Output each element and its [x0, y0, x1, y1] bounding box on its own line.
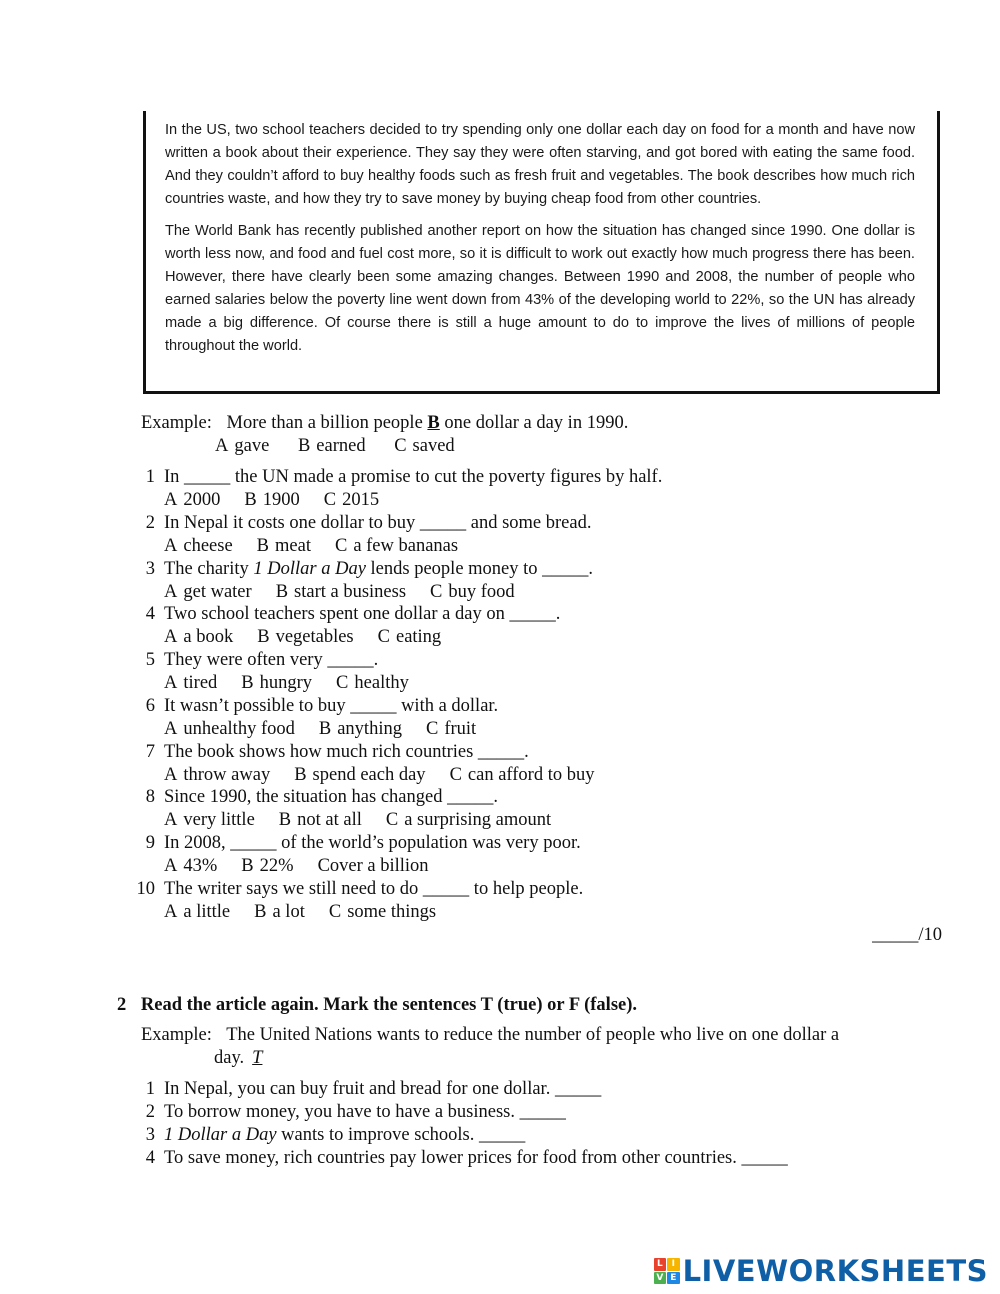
question-number: 6: [145, 695, 155, 716]
option-letter: B: [318, 718, 332, 739]
question-number: 5: [145, 650, 155, 670]
option-letter: B: [294, 764, 307, 785]
example-label: Example:: [141, 413, 212, 433]
example-text-after: one dollar a day in 1990.: [444, 413, 629, 433]
option-letter: C: [449, 764, 462, 785]
tf-answer-blank[interactable]: _____: [554, 1079, 602, 1099]
option-text: not at all: [297, 810, 362, 831]
question-number: 8: [145, 787, 155, 808]
option-text: over a billion: [329, 856, 429, 876]
option-text: healthy: [354, 673, 409, 693]
option-a[interactable]: [164, 672, 217, 695]
section2-instruction: Read the article again. Mark the sentences T (true) or F (false).: [140, 995, 638, 1015]
question-options: [164, 672, 409, 695]
liveworksheets-logo: [654, 1254, 988, 1288]
option-b[interactable]: [279, 809, 362, 832]
option-letter: C: [394, 436, 407, 456]
question-item: [120, 695, 940, 741]
option-a[interactable]: [164, 626, 233, 649]
tf-item: [120, 1078, 788, 1101]
option-letter: B: [241, 856, 254, 876]
score-field[interactable]: _____/10: [872, 925, 942, 945]
option-text: tired: [183, 673, 218, 693]
question-number: 3: [145, 558, 155, 579]
question-text-after: lends people money to _____.: [370, 558, 594, 579]
tf-answer-blank[interactable]: _____: [479, 1125, 526, 1145]
example-option-b: [298, 435, 366, 458]
option-b[interactable]: [241, 855, 293, 878]
question-text: Since 1990, the situation has changed _____.: [164, 787, 498, 808]
tf-item: [120, 1101, 788, 1124]
option-letter: B: [297, 436, 311, 456]
question-text-line: [120, 695, 498, 718]
logo-icon-tile: E: [667, 1272, 680, 1285]
option-b[interactable]: [257, 626, 353, 649]
option-c[interactable]: [450, 764, 595, 787]
option-text: can afford to buy: [467, 764, 595, 785]
option-letter: B: [256, 535, 270, 556]
question-text-line: [120, 512, 591, 535]
logo-text: LIVEWORKSHEETS: [682, 1254, 988, 1288]
question-item: [120, 558, 940, 604]
option-text: a book: [183, 627, 234, 648]
question-options: [164, 626, 441, 649]
option-b[interactable]: [276, 581, 406, 604]
tf-answer-blank[interactable]: _____: [741, 1148, 788, 1168]
option-letter: C: [385, 810, 399, 831]
option-text: 2015: [342, 490, 380, 510]
option-text: unhealthy food: [183, 718, 295, 739]
option-text: throw away: [183, 764, 271, 785]
option-b[interactable]: [319, 718, 402, 741]
option-text: some things: [347, 901, 437, 922]
logo-icon: [654, 1258, 680, 1284]
option-b[interactable]: [294, 764, 425, 787]
question-text-line: [120, 466, 662, 489]
option-letter: B: [275, 581, 289, 602]
option-c[interactable]: [426, 718, 476, 741]
option-text: saved: [412, 436, 455, 456]
question-number: 1: [145, 467, 155, 487]
option-text: anything: [337, 718, 402, 739]
option-text: a little: [183, 901, 231, 922]
option-c[interactable]: [324, 489, 379, 512]
tf-item: [120, 1147, 788, 1170]
option-b[interactable]: [241, 672, 312, 695]
option-letter: B: [257, 627, 270, 648]
question-text: The book shows how much rich countries _____.: [164, 741, 529, 762]
option-b[interactable]: [254, 901, 305, 924]
question-number: 10: [136, 878, 155, 899]
tf-text: In Nepal, you can buy fruit and bread for one dollar.: [164, 1079, 551, 1099]
question-item: [120, 786, 940, 832]
option-text: cheese: [183, 535, 233, 556]
section2-example: [141, 1024, 901, 1047]
article-paragraph-2: The World Bank has recently published another report on how the situation has changed since 1990. One dollar is worth less now, and food and fuel cost more, so it is difficult to work out exactly how much progress there has been. However, there have clearly been some amazing changes. Between 1990 and 2008, the number of people who earned salaries below the poverty line went down from 43% of the developing world to 22%, so the UN has already made a big difference. Of course there is still a huge amount to do to improve the lives of millions of people throughout the world.: [165, 223, 915, 354]
tf-text-italic: 1 Dollar a Day: [164, 1125, 277, 1145]
example-label: Example:: [141, 1025, 212, 1045]
option-letter: C: [336, 673, 349, 693]
section2-heading: [117, 994, 637, 1017]
option-c[interactable]: [329, 901, 436, 924]
option-c[interactable]: [378, 626, 442, 649]
section2-items: [120, 1078, 788, 1170]
option-letter: A: [164, 490, 178, 510]
question-number: 7: [145, 741, 155, 762]
option-text: buy food: [448, 581, 515, 602]
option-letter: A: [164, 810, 178, 831]
question-number: 2: [145, 512, 155, 533]
option-text: 43%: [183, 856, 218, 876]
option-letter: A: [164, 901, 178, 922]
question-item: [120, 512, 940, 558]
option-letter: B: [254, 901, 267, 922]
option-a[interactable]: [164, 855, 217, 878]
question-text-italic: 1 Dollar a Day: [253, 558, 366, 579]
option-a[interactable]: [164, 809, 255, 832]
question-item: [120, 603, 940, 649]
tf-item: [120, 1124, 788, 1147]
option-a[interactable]: [164, 764, 270, 787]
option-a[interactable]: [164, 901, 230, 924]
question-item: [120, 832, 940, 878]
question-options: [164, 809, 551, 832]
tf-text: To save money, rich countries pay lower prices for food from other countries.: [164, 1148, 737, 1168]
logo-icon-tile: L: [654, 1258, 667, 1271]
article-box: [143, 111, 940, 394]
question-options: [164, 764, 594, 787]
option-letter: B: [278, 810, 292, 831]
option-letter: B: [244, 490, 257, 510]
option-text: 1900: [262, 490, 300, 510]
question-options: [164, 581, 515, 604]
option-text: gave: [234, 436, 270, 456]
section1-questions: [120, 466, 940, 924]
option-text: very little: [183, 810, 255, 831]
question-text: In _____ the UN made a promise to cut the poverty figures by half.: [164, 467, 663, 487]
option-letter: C: [323, 490, 337, 510]
option-c[interactable]: [430, 581, 515, 604]
option-a[interactable]: [164, 535, 233, 558]
tf-text: wants to improve schools.: [281, 1125, 475, 1145]
question-text-line: [120, 786, 498, 809]
option-text: a lot: [272, 901, 305, 922]
option-b[interactable]: [244, 489, 299, 512]
logo-icon-tile: V: [654, 1272, 667, 1285]
section2-number: 2: [117, 995, 127, 1015]
example-text-line2: day.: [214, 1048, 245, 1068]
question-text: It wasn’t possible to buy _____ with a dollar.: [164, 695, 499, 716]
question-options: [164, 718, 476, 741]
example-answer: T: [252, 1048, 263, 1068]
option-a[interactable]: [164, 581, 252, 604]
option-letter: A: [164, 673, 178, 693]
section2-example-cont: [214, 1047, 262, 1070]
option-letter: A: [164, 764, 178, 785]
option-letter: A: [164, 627, 178, 648]
option-letter: A: [164, 718, 178, 739]
option-text: spend each day: [312, 764, 426, 785]
question-text-line: [120, 832, 581, 855]
option-b[interactable]: [257, 535, 311, 558]
option-letter: A: [215, 436, 229, 456]
option-c[interactable]: [318, 855, 429, 878]
option-text: start a business: [294, 581, 407, 602]
question-text: In 2008, _____ of the world’s population was very poor.: [164, 833, 581, 853]
option-letter: C: [334, 535, 348, 556]
option-c[interactable]: [386, 809, 551, 832]
option-text: get water: [183, 581, 252, 602]
question-text: The writer says we still need to do _____ to help people.: [164, 878, 584, 899]
question-options: [164, 855, 429, 878]
option-letter: C: [317, 856, 330, 876]
section1-example: [141, 412, 628, 435]
option-letter: A: [164, 535, 178, 556]
example-answer: B: [427, 413, 440, 433]
question-number: 9: [145, 833, 155, 853]
option-a[interactable]: [164, 489, 220, 512]
option-text: fruit: [444, 718, 477, 739]
question-text-line: [120, 603, 560, 626]
option-text: a few bananas: [353, 535, 459, 556]
example-text-line1: The United Nations wants to reduce the number of people who live on one dollar a: [226, 1025, 840, 1045]
option-text: hungry: [259, 673, 313, 693]
option-text: 22%: [259, 856, 294, 876]
option-text: a surprising amount: [404, 810, 552, 831]
question-options: [164, 489, 379, 512]
option-a[interactable]: [164, 718, 295, 741]
question-text-before: The charity: [164, 558, 249, 579]
question-options: [164, 901, 436, 924]
option-letter: A: [164, 581, 178, 602]
option-text: earned: [316, 436, 366, 456]
option-text: eating: [395, 627, 442, 648]
question-text-line: [120, 558, 593, 581]
logo-icon-tile: I: [667, 1258, 680, 1271]
question-text: Two school teachers spent one dollar a day on _____.: [164, 604, 561, 625]
option-letter: A: [164, 856, 178, 876]
tf-text: To borrow money, you have to have a business.: [164, 1102, 515, 1122]
example-text-before: More than a billion people: [226, 413, 423, 433]
question-text-line: [120, 649, 378, 672]
section1-example-options: [215, 435, 455, 458]
question-item: [120, 741, 940, 787]
tf-number: 3: [145, 1125, 155, 1145]
tf-answer-blank[interactable]: _____: [519, 1102, 566, 1122]
question-number: 4: [145, 604, 155, 625]
option-letter: C: [425, 718, 439, 739]
option-c[interactable]: [335, 535, 458, 558]
question-text: They were often very _____.: [164, 650, 379, 670]
option-letter: B: [241, 673, 254, 693]
tf-number: 1: [145, 1079, 155, 1099]
option-text: 2000: [183, 490, 221, 510]
question-text-line: [120, 741, 529, 764]
example-option-a: [215, 435, 269, 458]
question-item: [120, 878, 940, 924]
option-letter: C: [377, 627, 390, 648]
question-text: In Nepal it costs one dollar to buy _____ and some bread.: [164, 512, 592, 533]
question-item: [120, 466, 940, 512]
option-text: vegetables: [275, 627, 354, 648]
option-c[interactable]: [336, 672, 409, 695]
question-text-line: [120, 878, 583, 901]
tf-number: 2: [145, 1102, 155, 1122]
question-options: [164, 535, 458, 558]
tf-number: 4: [145, 1148, 155, 1168]
article-paragraph-1: In the US, two school teachers decided to try spending only one dollar each day on food for a month and have now written a book about their experience. They say they were often starving, and got bored with eating the same food. And they couldn’t afford to buy healthy foods such as fresh fruit and vegetables. The book describes how much rich countries waste, and how they try to save money by buying cheap food from other countries.: [165, 122, 915, 207]
example-option-c: [394, 435, 454, 458]
option-letter: C: [328, 901, 342, 922]
option-text: meat: [275, 535, 311, 556]
option-letter: C: [430, 581, 443, 602]
question-item: [120, 649, 940, 695]
